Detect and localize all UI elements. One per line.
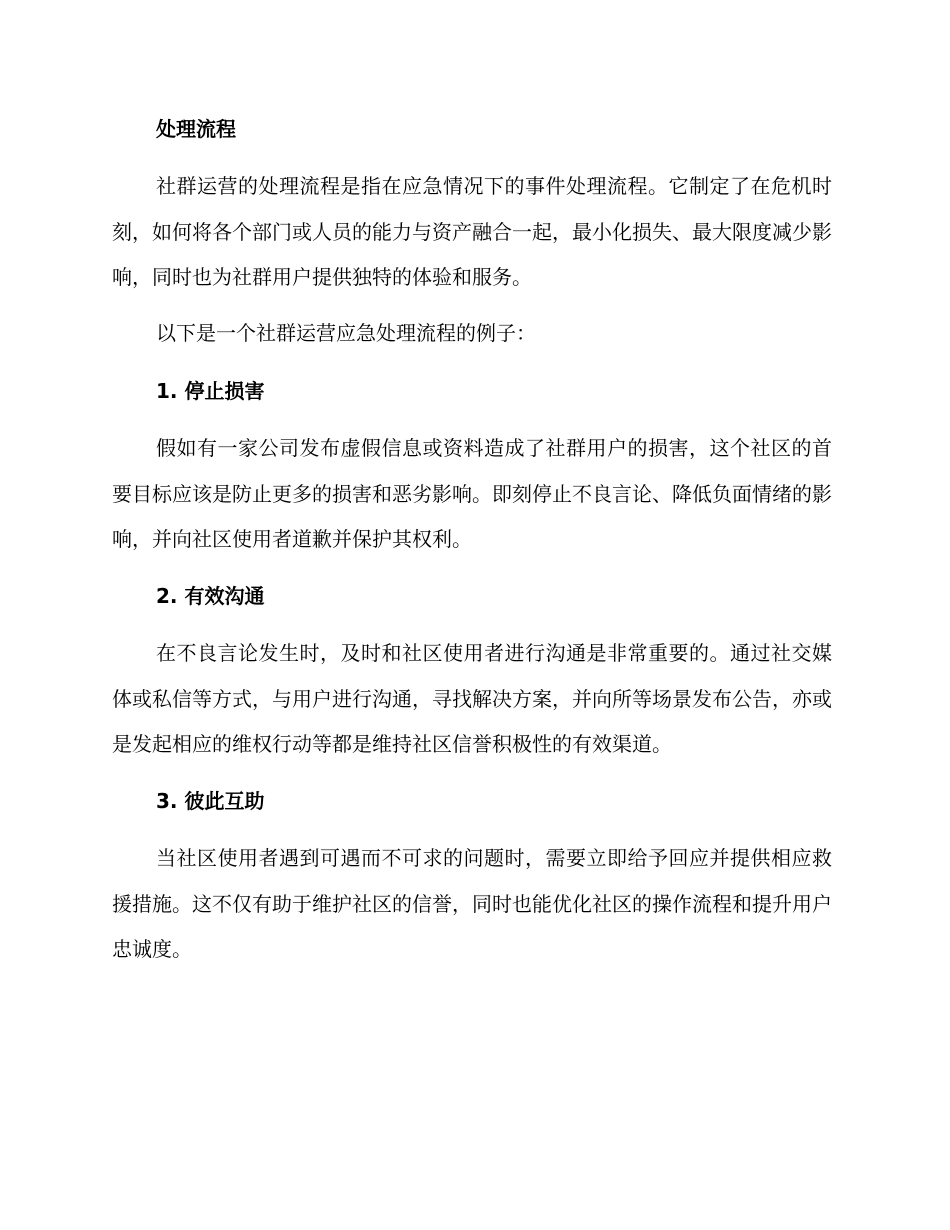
example-lead-paragraph: 以下是一个社群运营应急处理流程的例子： <box>156 321 536 345</box>
section-body-communication: 在不良言论发生时，及时和社区使用者进行沟通是非常重要的。通过社交媒体或私信等方式，与用户进行沟通，寻找解决方案，并向所等场景发布公告，亦或是发起相应的维权行动等都是维持社区信誉积极性的有效渠道。 <box>112 641 832 756</box>
document-title: 处理流程 <box>156 117 236 141</box>
section-body-stop-damage: 假如有一家公司发布虚假信息或资料造成了社群用户的损害，这个社区的首要目标应该是防止更多的损害和恶劣影响。即刻停止不良言论、降低负面情绪的影响，并向社区使用者道歉并保护其权利。 <box>112 436 832 551</box>
section-heading-stop-damage: 1. 停止损害 <box>156 379 265 403</box>
intro-paragraph: 社群运营的处理流程是指在应急情况下的事件处理流程。它制定了在危机时刻，如何将各个部门或人员的能力与资产融合一起，最小化损失、最大限度减少影响，同时也为社群用户提供独特的体验和服务。 <box>112 174 832 289</box>
section-heading-communication: 2. 有效沟通 <box>156 584 265 608</box>
section-body-mutual-help: 当社区使用者遇到可遇而不可求的问题时，需要立即给予回应并提供相应救援措施。这不仅有助于维护社区的信誉，同时也能优化社区的操作流程和提升用户忠诚度。 <box>112 846 832 961</box>
section-heading-mutual-help: 3. 彼此互助 <box>156 789 265 813</box>
